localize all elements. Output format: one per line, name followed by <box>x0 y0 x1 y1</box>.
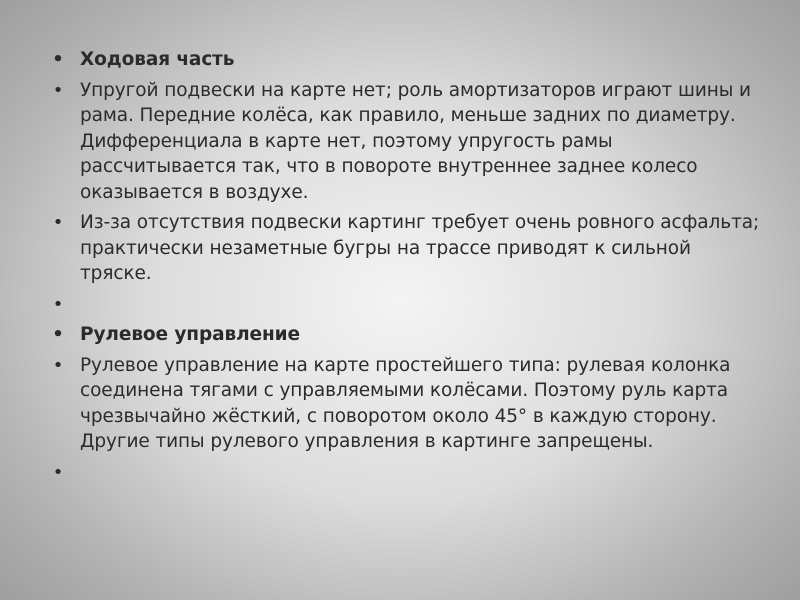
slide-content <box>50 47 760 490</box>
bullet-icon: • <box>52 212 64 233</box>
bullet-text: Рулевое управление <box>80 324 300 345</box>
bullet-text: Упругой подвески на карте нет; роль амортизаторов играют шины и рама. Передние колёса, как правило, меньше задних по диаметру. Дифференциала в карте нет, поэтому упругость рамы рассчитывается так, что в повороте внутреннее заднее колесо оказывается в воздухе. <box>80 79 751 203</box>
bullet-text: Ходовая часть <box>80 49 235 70</box>
bullet-item <box>50 210 760 287</box>
bullet-icon: • <box>52 79 64 101</box>
bullet-text: Рулевое управление на карте простейшего типа: рулевая колонка соединена тягами с управляемыми колёсами. Поэтому руль карта чрезвычайно жёсткий, с поворотом около 45° в каждую сторону. Другие типы рулевого управления в картинге запрещены. <box>80 354 731 452</box>
section-heading-chassis <box>50 47 760 73</box>
bullet-icon: • <box>52 354 64 376</box>
bullet-text: Из-за отсутствия подвески картинг требует очень ровного асфальта; практически незаметные бугры на трассе приводят к сильной тряске. <box>80 212 760 284</box>
bullet-item <box>50 353 760 455</box>
empty-bullet-item <box>50 292 760 318</box>
section-heading-steering <box>50 322 760 348</box>
bullet-icon: • <box>52 49 64 70</box>
bullet-list <box>50 47 760 485</box>
bullet-icon: • <box>52 293 64 315</box>
bullet-item <box>50 78 760 206</box>
bullet-icon: • <box>52 461 64 483</box>
bullet-icon: • <box>52 324 64 345</box>
empty-bullet-item <box>50 460 760 486</box>
